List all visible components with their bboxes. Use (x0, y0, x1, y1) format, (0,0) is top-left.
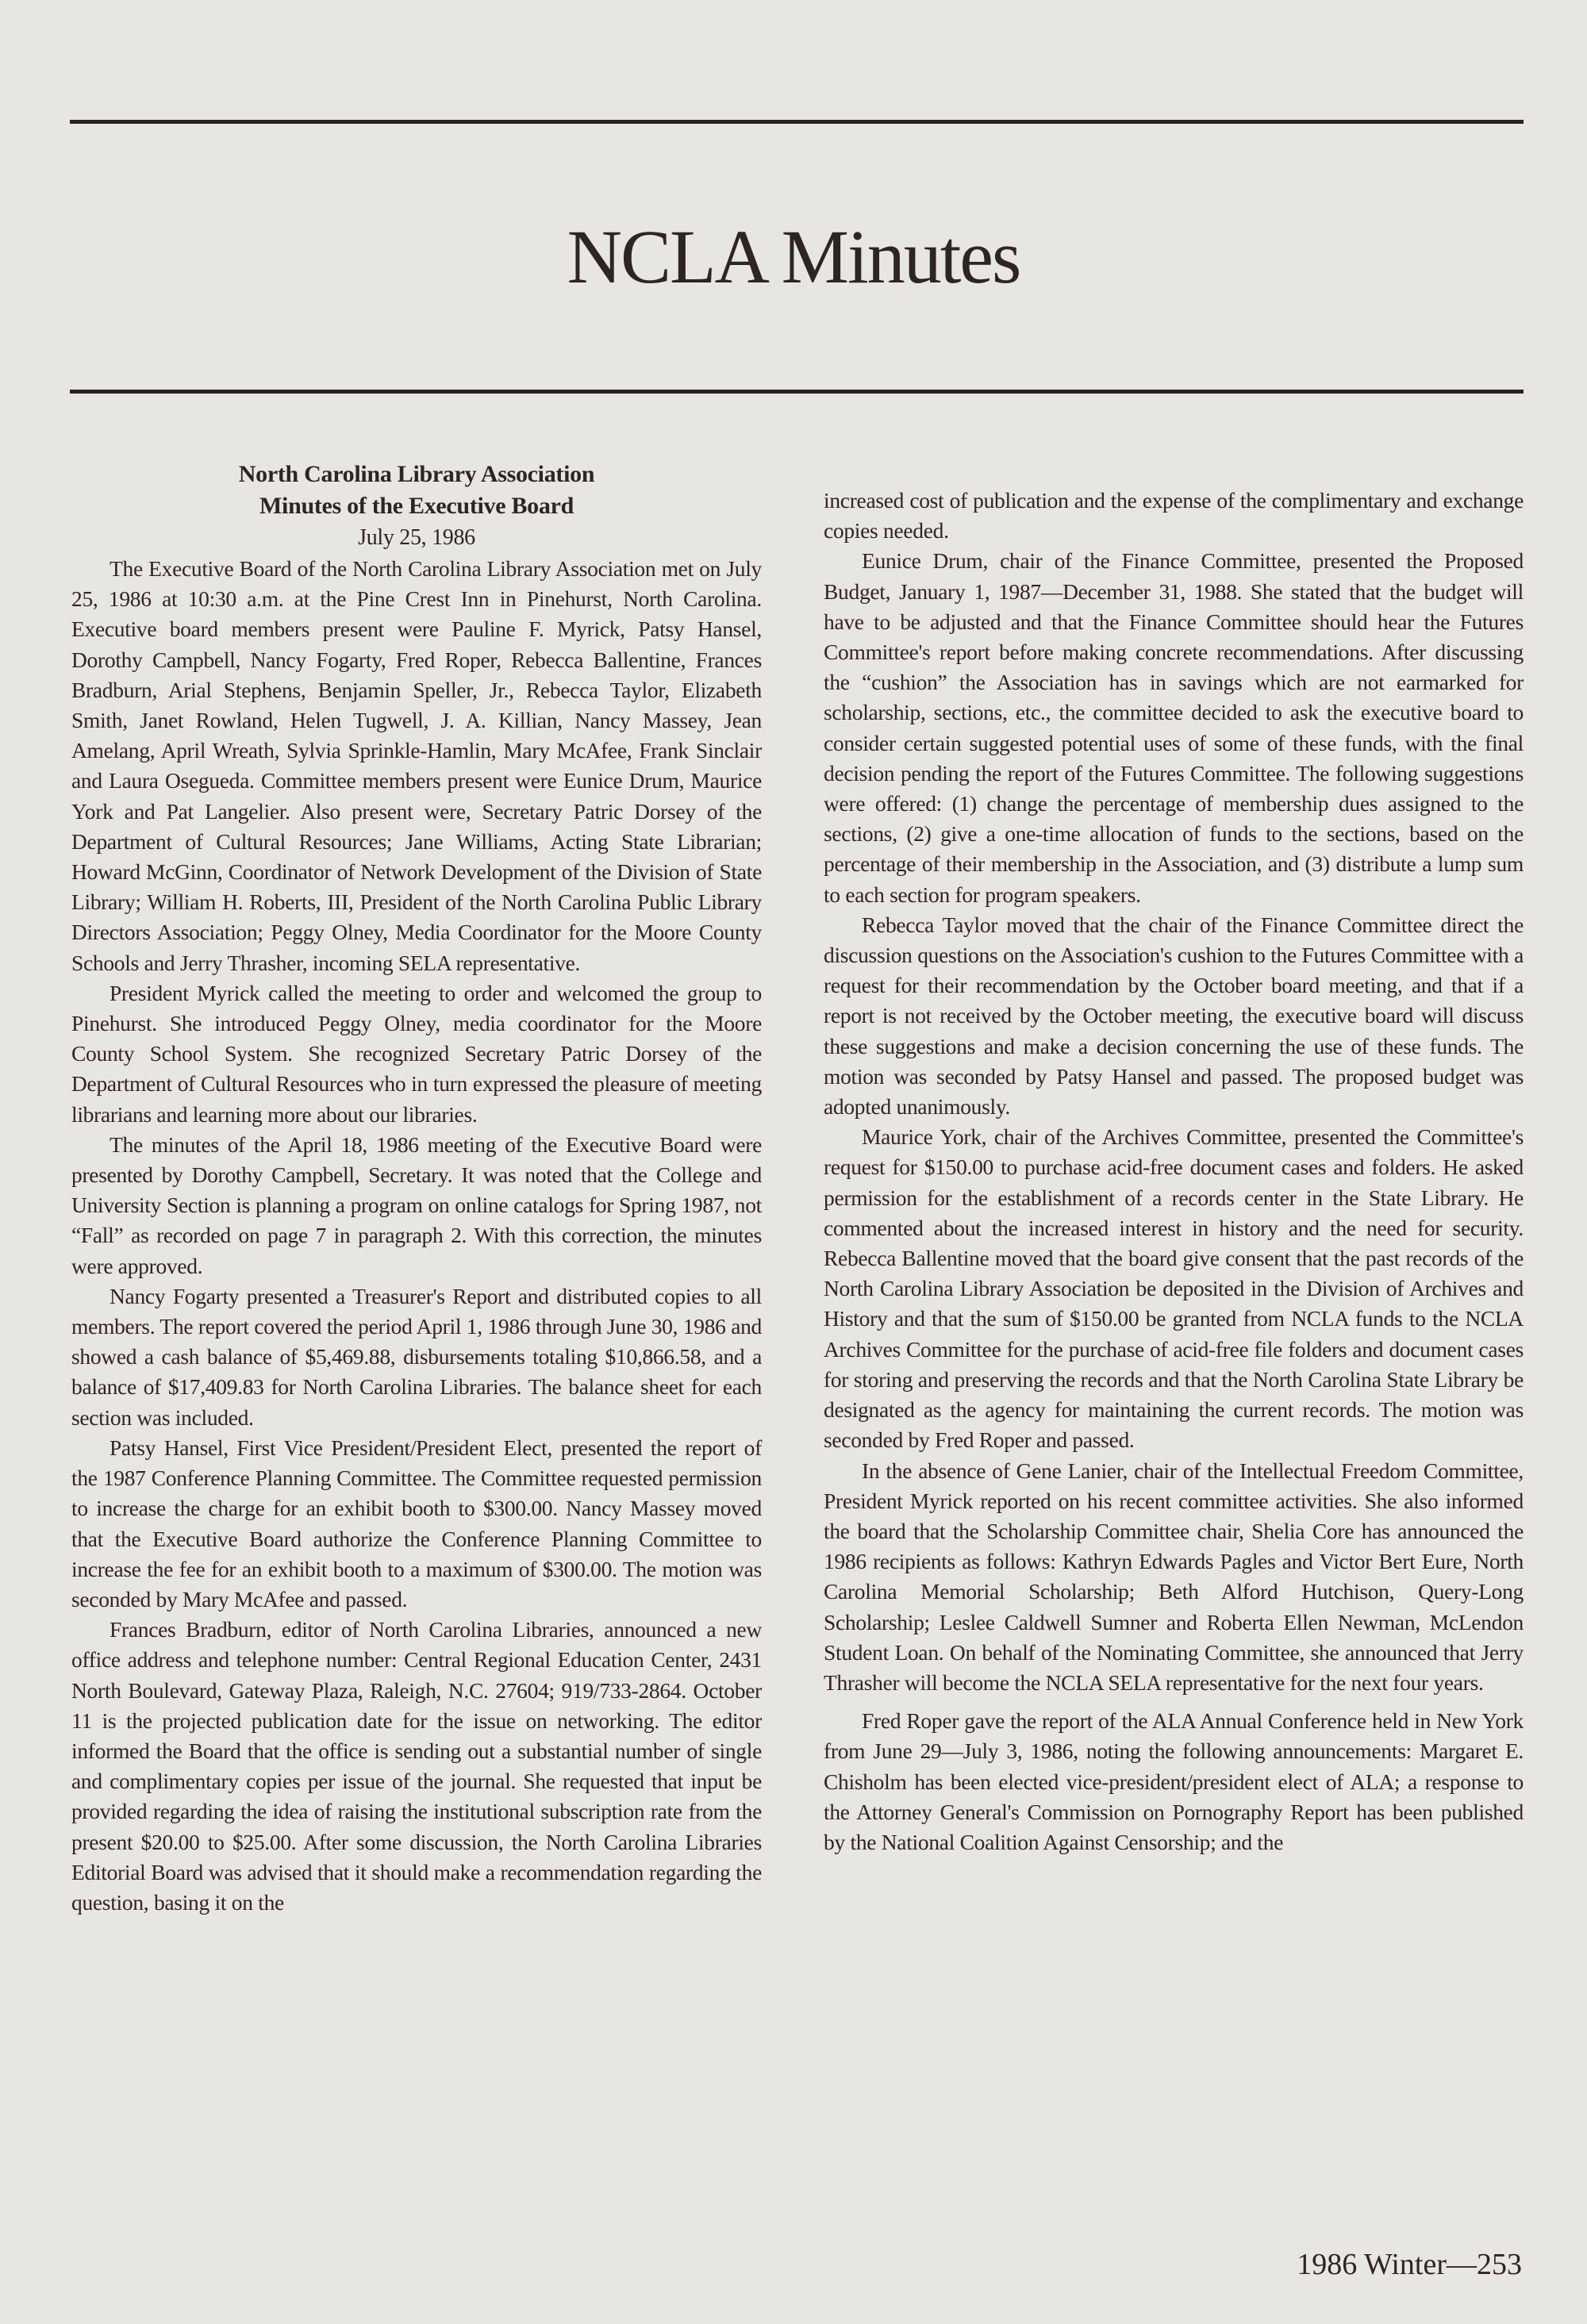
paragraph: Patsy Hansel, First Vice President/President Elect, presented the report of the 1987 Conference Planning Committee. The Committee requested permission to increase the charge for an exhibit booth to $300.00. Nancy Massey moved that the Executive Board authorize the Conference Planning Committee to increase the fee for an exhibit booth to a maximum of $300.00. The motion was seconded by Mary McAfee and passed. (71, 1435, 762, 1611)
heading-organization: North Carolina Library Association (238, 461, 595, 487)
heading-minutes: Minutes of the Executive Board (259, 493, 574, 519)
top-rule (70, 120, 1524, 124)
paragraph: Eunice Drum, chair of the Finance Committee, presented the Proposed Budget, January 1, 1987—December 31, 1988. She stated that the budget will have to be adjusted and that the Finance Committee should hear the Futures Committee's report before making concrete recommendations. After discussing the “cushion” the Association has in savings which are not earmarked for scholarship, sections, etc., the committee decided to ask the executive board to consider certain suggested potential uses of some of these funds, with the final decision pending the report of the Futures Committee. The following suggestions were offered: (1) change the percentage of membership dues assigned to the sections, (2) give a one-time allocation of funds to the sections, based on the percentage of their membership in the Association, and (3) distribute a lump sum to each section for program speakers. (824, 548, 1524, 907)
page-title: NCLA Minutes (567, 214, 1020, 299)
paragraph: Rebecca Taylor moved that the chair of the Finance Committee direct the discussion questions on the Association's cushion to the Futures Committee with a request for their recommendation by the October board meeting, and that if a report is not received by the October meeting, the executive board will discuss these suggestions and make a decision concerning the use of these funds. The motion was seconded by Patsy Hansel and passed. The proposed budget was adopted unanimously. (824, 912, 1524, 1120)
paragraph: Frances Bradburn, editor of North Carolina Libraries, announced a new office address and telephone number: Central Regional Education Center, 2431 North Boulevard, Gateway Plaza, Raleigh, N.C. 27604; 919/733-2864. October 11 is the projected publication date for the issue on networking. The editor informed the Board that the office is sending out a substantial number of single and complimentary copies per issue of the journal. She requested that input be provided regarding the idea of raising the institutional subscription rate from the present $20.00 to $25.00. After some discussion, the North Carolina Libraries Editorial Board was advised that it should make a recommendation regarding the question, basing it on the (71, 1617, 762, 1915)
paragraph: increased cost of publication and the expense of the complimentary and exchange copies needed. (824, 488, 1524, 544)
left-column (71, 459, 762, 1918)
paragraph: The minutes of the April 18, 1986 meeting of the Executive Board were presented by Dorothy Campbell, Secretary. It was noted that the College and University Section is planning a program on online catalogs for Spring 1987, not “Fall” as recorded on page 7 in paragraph 2. With this correction, the minutes were approved. (71, 1131, 762, 1278)
title-bottom-rule (70, 390, 1524, 394)
paragraph: In the absence of Gene Lanier, chair of the Intellectual Freedom Committee, President Myrick reported on his recent committee activities. She also informed the board that the Scholarship Committee chair, Shelia Core has announced the 1986 recipients as follows: Kathryn Edwards Pagles and Victor Bert Eure, North Carolina Memorial Scholarship; Beth Alford Hutchison, Query-Long Scholarship; Leslee Caldwell Sumner and Roberta Ellen Newman, McLendon Student Loan. On behalf of the Nominating Committee, she announced that Jerry Thrasher will become the NCLA SELA representative for the next four years. (824, 1458, 1524, 1695)
right-column (824, 486, 1524, 1857)
paragraph: The Executive Board of the North Carolina Library Association met on July 25, 1986 at 10:30 a.m. at the Pine Crest Inn in Pinehurst, North Carolina. Executive board members present were Pauline F. Myrick, Patsy Hansel, Dorothy Campbell, Nancy Fogarty, Fred Roper, Rebecca Ballentine, Frances Bradburn, Arial Stephens, Benjamin Speller, Jr., Rebecca Taylor, Elizabeth Smith, Janet Rowland, Helen Tugwell, J. A. Killian, Nancy Massey, Jean Amelang, April Wreath, Sylvia Sprinkle-Hamlin, Mary McAfee, Frank Sinclair and Laura Osegueda. Committee members present were Eunice Drum, Maurice York and Pat Langelier. Also present were, Secretary Patric Dorsey of the Department of Cultural Resources; Jane Williams, Acting State Librarian; Howard McGinn, Coordinator of Network Development of the Division of State Library; William H. Roberts, III, President of the North Carolina Public Library Directors Association; Peggy Olney, Media Coordinator for the Moore County Schools and Jerry Thrasher, incoming SELA representative. (71, 556, 762, 975)
paragraph: Maurice York, chair of the Archives Committee, presented the Committee's request for $150.00 to purchase acid-free document cases and folders. He asked permission for the establishment of a records center in the State Library. He commented about the increased interest in history and the need for security. Rebecca Ballentine moved that the board give consent that the past records of the North Carolina Library Association be deposited in the Division of Archives and History and that the sum of $150.00 be granted from NCLA funds to the NCLA Archives Committee for the purchase of acid-free file folders and document cases for storing and preserving the records and that the North Carolina State Library be designated as the agency for maintaining the current records. The motion was seconded by Fred Roper and passed. (824, 1124, 1524, 1453)
paragraph: President Myrick called the meeting to order and welcomed the group to Pinehurst. She introduced Peggy Olney, media coordinator for the Moore County School System. She recognized Secretary Patric Dorsey of the Department of Cultural Resources who in turn expressed the pleasure of meeting librarians and learning more about our libraries. (71, 980, 762, 1127)
paragraph: Fred Roper gave the report of the ALA Annual Conference held in New York from June 29—July 3, 1986, noting the following announcements: Margaret E. Chisholm has been elected vice-president/president elect of ALA; a response to the Attorney General's Commission on Pornography Report has been published by the National Coalition Against Censorship; and the (824, 1708, 1524, 1854)
paragraph: Nancy Fogarty presented a Treasurer's Report and distributed copies to all members. The report covered the period April 1, 1986 through June 30, 1986 and showed a cash balance of $5,469.88, disbursements totaling $10,866.58, and a balance of $17,409.83 for North Carolina Libraries. The balance sheet for each section was included. (71, 1283, 762, 1430)
meeting-date: July 25, 1986 (358, 525, 475, 550)
page-footer: 1986 Winter—253 (1297, 2248, 1522, 2281)
